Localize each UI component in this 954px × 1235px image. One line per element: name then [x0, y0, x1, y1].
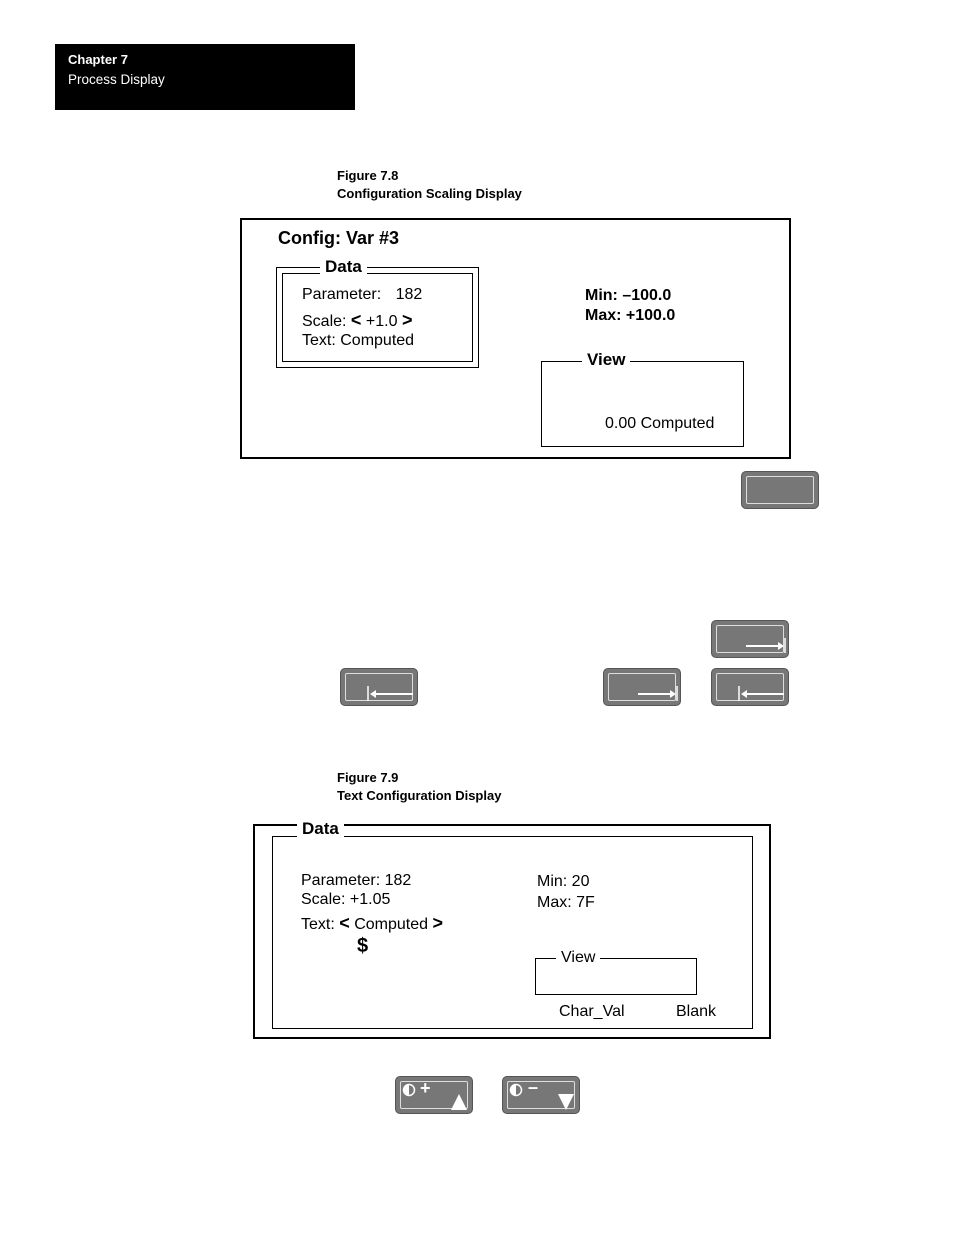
tab-left-key-2[interactable]	[711, 668, 789, 706]
scale-value: +1.0	[365, 313, 398, 330]
chevron-left-icon: <	[339, 913, 350, 933]
parameter-row	[302, 285, 422, 305]
chevron-right-icon: >	[432, 913, 444, 933]
scale-label: Scale:	[302, 313, 347, 330]
view-legend: View	[582, 350, 630, 370]
arrow-left-to-bar-icon	[712, 669, 790, 707]
config-scaling-screen	[240, 218, 791, 459]
scale-row	[302, 310, 412, 332]
scale-row: Scale: +1.05	[301, 891, 391, 908]
min-value: Min: 20	[537, 873, 590, 890]
figure-number: Figure 7.8	[337, 168, 399, 183]
plus-icon: +	[420, 1078, 431, 1098]
chevron-right-icon: >	[401, 310, 413, 330]
min-value: Min: –100.0	[585, 287, 672, 304]
increment-key[interactable]	[395, 1076, 473, 1114]
blank-key[interactable]	[741, 471, 819, 509]
decrement-key[interactable]	[502, 1076, 580, 1114]
text-value: Computed	[354, 916, 429, 933]
text-label: Text:	[301, 916, 335, 933]
figure-7-9-caption	[337, 769, 501, 805]
char-symbol: $	[357, 935, 369, 957]
data-group-outer	[276, 257, 479, 368]
text-config-screen	[253, 819, 771, 1039]
view-group	[535, 949, 697, 995]
chapter-number: Chapter 7	[68, 52, 128, 67]
triangle-up-icon	[396, 1077, 474, 1115]
arrow-right-to-bar-icon	[604, 669, 682, 707]
arrow-left-to-bar-icon	[341, 669, 419, 707]
screen-title: Config: Var #3	[278, 228, 400, 248]
figure-caption: Configuration Scaling Display	[337, 186, 522, 201]
text-row	[301, 913, 443, 935]
parameter-label: Parameter:	[302, 286, 382, 303]
arrow-right-to-bar-icon	[712, 621, 790, 659]
parameter-value: 182	[395, 286, 423, 303]
char-val-label: Char_Val	[559, 1003, 625, 1020]
figure-number: Figure 7.9	[337, 770, 399, 785]
figure-caption: Text Configuration Display	[337, 788, 502, 803]
chevron-left-icon: <	[350, 310, 362, 330]
chapter-title: Process Display	[68, 72, 165, 87]
tab-left-key[interactable]	[340, 668, 418, 706]
data-legend: Data	[320, 257, 367, 277]
triangle-down-icon	[503, 1077, 581, 1115]
data-legend: Data	[297, 819, 344, 839]
blank-label: Blank	[676, 1003, 717, 1020]
view-legend: View	[556, 948, 600, 968]
tab-right-key-2[interactable]	[603, 668, 681, 706]
max-value: Max: 7F	[537, 894, 595, 911]
figure-7-8-caption	[337, 167, 522, 203]
view-value: 0.00 Computed	[605, 415, 715, 432]
text-row: Text: Computed	[302, 332, 415, 349]
tab-right-key[interactable]	[711, 620, 789, 658]
chapter-header	[55, 44, 355, 110]
max-value: Max: +100.0	[585, 307, 676, 324]
parameter-row: Parameter: 182	[301, 872, 412, 889]
minus-icon: –	[528, 1077, 539, 1097]
view-group	[541, 350, 744, 447]
